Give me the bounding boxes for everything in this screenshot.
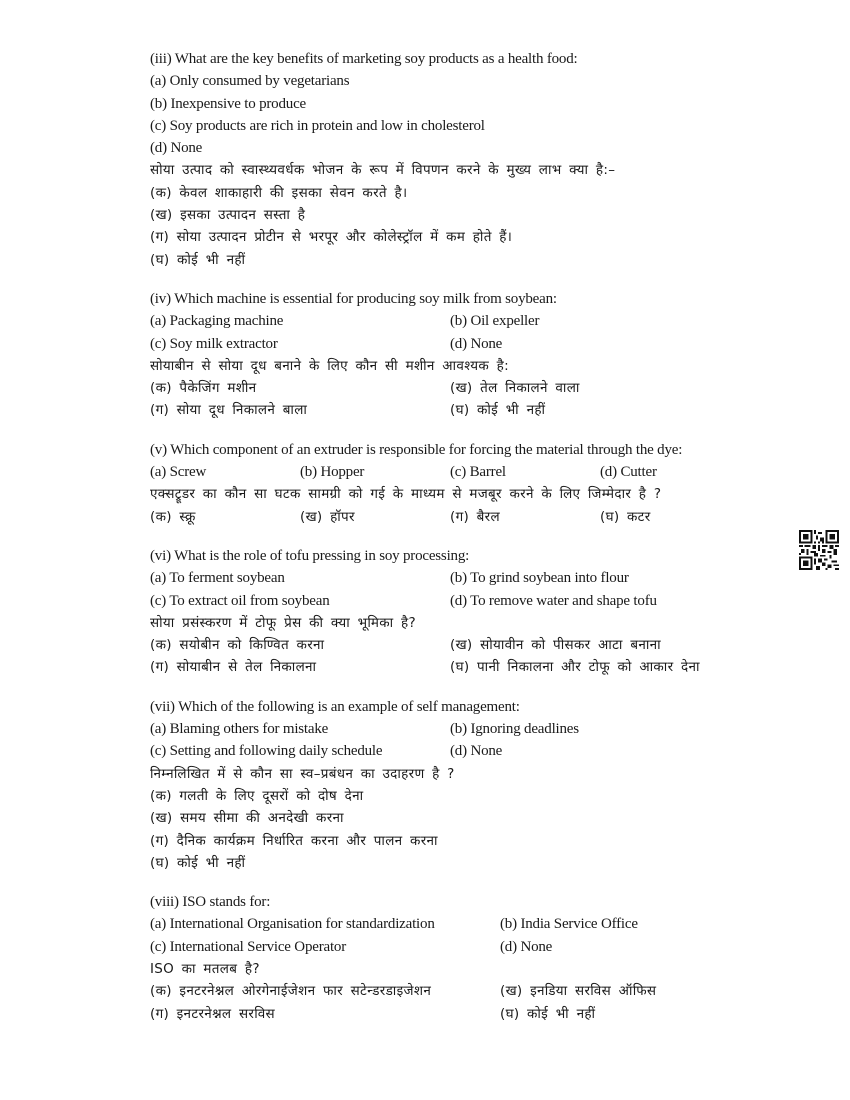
question-text-hi: ISO का मतलब है?	[150, 960, 260, 977]
option-d-en: (d) None	[450, 743, 503, 760]
option-c-hi: (ग) सोयाबीन से तेल निकालना	[150, 659, 317, 676]
question-viii	[150, 891, 800, 1025]
option-b-en: (b) Inexpensive to produce	[150, 95, 306, 112]
question-text-hi: सोयाबीन से सोया दूध बनाने के लिए कौन सी मशीन आवश्यक है:	[150, 357, 509, 374]
question-text-hi: एक्सट्रूडर का कौन सा घटक सामग्री को गई के माध्यम से मजबूर करने के लिए जिम्मेदार है ?	[150, 486, 662, 503]
option-c-en: (c) Soy products are rich in protein and low in cholesterol	[150, 117, 485, 134]
question-text-en: (viii) ISO stands for:	[150, 894, 271, 911]
option-c-en: (c) Barrel	[450, 464, 506, 481]
question-iv	[150, 288, 800, 422]
question-text-hi: सोया उत्पाद को स्वास्थ्यवर्धक भोजन के रूप में विपणन करने के मुख्य लाभ क्या है:–	[150, 162, 616, 179]
question-vi	[150, 545, 800, 679]
qr-code-icon	[798, 530, 840, 570]
option-a-hi: (क) केवल शाकाहारी की इसका सेवन करते है।	[150, 184, 408, 201]
option-a-en: (a) Blaming others for mistake	[150, 721, 329, 738]
option-d-hi: (घ) कोई भी नहीं	[450, 402, 546, 419]
option-d-en: (d) None	[150, 140, 203, 157]
option-b-hi: (ख) तेल निकालने वाला	[450, 380, 580, 397]
document-page	[150, 48, 800, 1042]
option-c-en: (c) Setting and following daily schedule	[150, 743, 383, 760]
question-text-en: (vii) Which of the following is an example of self management:	[150, 698, 520, 715]
question-text-en: (iv) Which machine is essential for producing soy milk from soybean:	[150, 290, 557, 307]
option-d-hi: (घ) पानी निकालना और टोफू को आकार देना	[450, 659, 700, 676]
option-a-en: (a) Screw	[150, 464, 207, 481]
option-d-hi: (घ) कोई भी नहीं	[500, 1005, 596, 1022]
question-text-en: (vi) What is the role of tofu pressing in soy processing:	[150, 547, 470, 564]
question-iii	[150, 48, 800, 271]
option-b-en: (b) To grind soybean into flour	[450, 570, 629, 587]
option-d-hi: (घ) कटर	[600, 508, 651, 525]
question-text-en: (v) Which component of an extruder is responsible for forcing the material through the dye:	[150, 441, 683, 458]
option-d-hi: (घ) कोई भी नहीं	[150, 251, 246, 268]
option-c-hi: (ग) बैरल	[450, 508, 500, 525]
option-a-en: (a) Packaging machine	[150, 313, 284, 330]
option-b-hi: (ख) इनडिया सरविस ऑफिस	[500, 983, 657, 1000]
question-text-hi: सोया प्रसंस्करण में टोफू प्रेस की क्या भूमिका है?	[150, 614, 416, 631]
option-d-en: (d) To remove water and shape tofu	[450, 592, 657, 609]
option-d-en: (d) None	[500, 938, 553, 955]
option-c-en: (c) Soy milk extractor	[150, 335, 278, 352]
option-c-en: (c) To extract oil from soybean	[150, 592, 330, 609]
option-b-hi: (ख) हॉपर	[300, 508, 355, 525]
option-b-en: (b) Oil expeller	[450, 313, 540, 330]
question-vii	[150, 696, 800, 874]
option-b-hi: (ख) इसका उत्पादन सस्ता है	[150, 207, 306, 224]
option-c-en: (c) International Service Operator	[150, 938, 347, 955]
option-a-hi: (क) सयोबीन को किण्वित करना	[150, 637, 325, 654]
option-a-hi: (क) पैकेजिंग मशीन	[150, 380, 257, 397]
option-b-en: (b) Hopper	[300, 464, 365, 481]
option-d-en: (d) None	[450, 335, 503, 352]
option-c-hi: (ग) इनटरनेश्नल सरविस	[150, 1005, 275, 1022]
option-c-hi: (ग) सोया दूध निकालने बाला	[150, 402, 308, 419]
option-b-hi: (ख) समय सीमा की अनदेखी करना	[150, 810, 344, 827]
option-c-hi: (ग) सोया उत्पादन प्रोटीन से भरपूर और कोलेस्ट्रॉल में कम होते हैं।	[150, 229, 513, 246]
option-a-en: (a) To ferment soybean	[150, 570, 285, 587]
option-a-en: (a) International Organisation for standardization	[150, 916, 435, 933]
option-b-en: (b) India Service Office	[500, 916, 638, 933]
option-b-en: (b) Ignoring deadlines	[450, 721, 579, 738]
question-text-en: (iii) What are the key benefits of marketing soy products as a health food:	[150, 51, 578, 67]
option-b-hi: (ख) सोयावीन को पीसकर आटा बनाना	[450, 637, 661, 654]
question-text-hi: निम्नलिखित में से कौन सा स्व–प्रबंधन का उदाहरण है ?	[150, 765, 455, 782]
option-d-en: (d) Cutter	[600, 464, 657, 481]
option-a-hi: (क) गलती के लिए दूसरों को दोष देना	[150, 787, 364, 804]
option-a-en: (a) Only consumed by vegetarians	[150, 73, 350, 90]
option-d-hi: (घ) कोई भी नहीं	[150, 854, 246, 871]
option-a-hi: (क) स्क्रू	[150, 508, 196, 525]
option-a-hi: (क) इनटरनेश्नल ओरगेनाईजेशन फार सटेन्डरडाइजेशन	[150, 983, 432, 1000]
option-c-hi: (ग) दैनिक कार्यक्रम निर्धारित करना और पालन करना	[150, 832, 438, 849]
question-v	[150, 439, 800, 528]
